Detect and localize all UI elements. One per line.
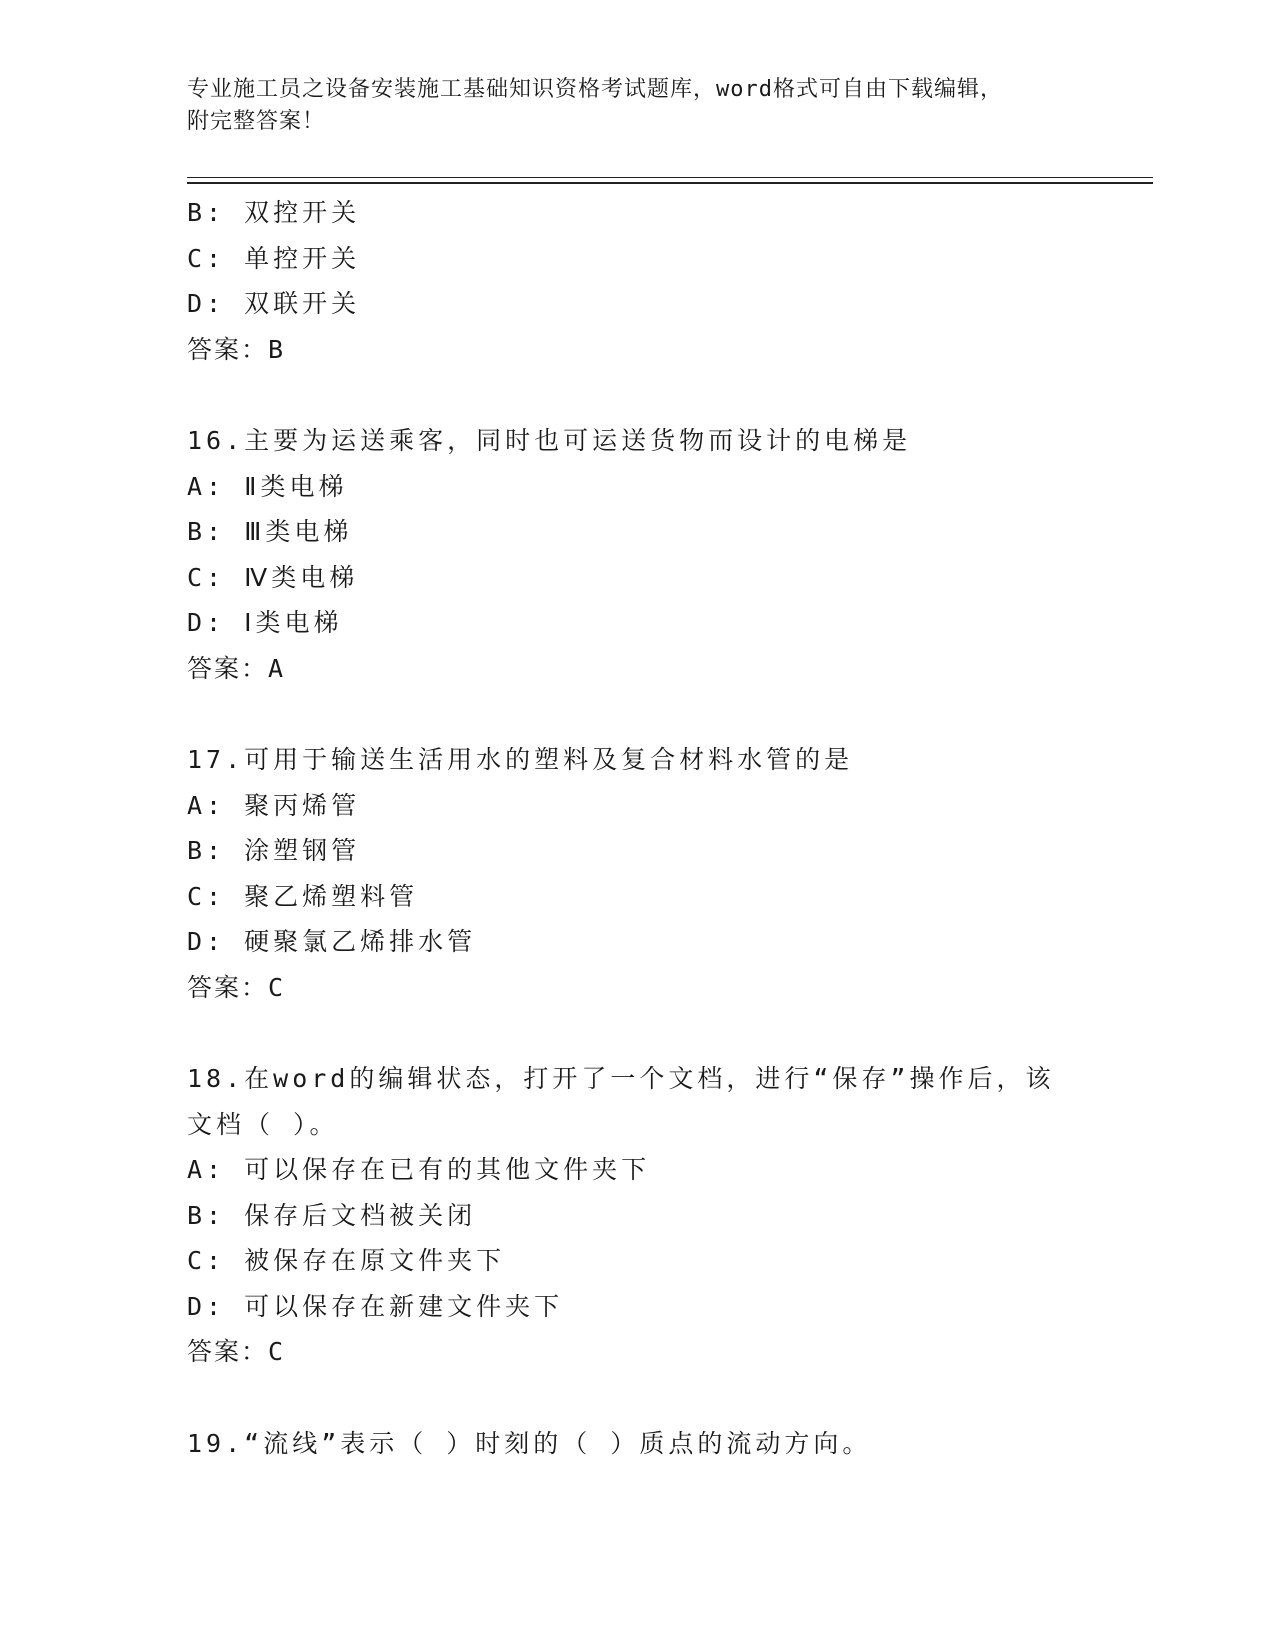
option-b: B: 保存后文档被关闭 bbox=[187, 1200, 477, 1230]
answer-label: 答案： bbox=[187, 653, 269, 683]
option-c: C: 聚乙烯塑料管 bbox=[187, 881, 419, 911]
answer-label: 答案： bbox=[187, 334, 269, 364]
question-17 bbox=[187, 737, 1153, 1010]
option-b: B: 双控开关 bbox=[187, 198, 361, 227]
document-header bbox=[187, 74, 1087, 138]
header-divider-thick bbox=[187, 182, 1153, 184]
header-title-line-2: 附完整答案！ bbox=[187, 109, 326, 134]
question-18 bbox=[187, 1056, 1153, 1375]
header-divider-thin bbox=[187, 177, 1153, 178]
question-16 bbox=[187, 418, 1153, 691]
header-title-line-1: 专业施工员之设备安装施工基础知识资格考试题库，word格式可自由下载编辑， bbox=[187, 77, 1003, 102]
option-c: C: 被保存在原文件夹下 bbox=[187, 1246, 506, 1275]
answer-line bbox=[187, 327, 1153, 373]
answer-value: C bbox=[268, 1337, 286, 1366]
option-a: A: 聚丙烯管 bbox=[187, 790, 361, 820]
answer-value: B bbox=[268, 334, 286, 364]
spacer bbox=[187, 372, 1153, 418]
option-a: A: Ⅱ类电梯 bbox=[187, 471, 348, 501]
document-body bbox=[187, 190, 1153, 1466]
option-a: A: 可以保存在已有的其他文件夹下 bbox=[187, 1155, 651, 1184]
question-stem: 17.可用于输送生活用水的塑料及复合材料水管的是 bbox=[187, 745, 854, 774]
question-stem-line-2: 文档（ ）。 bbox=[187, 1109, 339, 1139]
answer-label: 答案： bbox=[187, 972, 269, 1002]
option-b: B: 涂塑钢管 bbox=[187, 836, 361, 865]
option-c: C: Ⅳ类电梯 bbox=[187, 562, 359, 592]
option-d: D: Ⅰ类电梯 bbox=[187, 608, 343, 637]
question-19 bbox=[187, 1421, 1153, 1467]
question-15-tail bbox=[187, 190, 1153, 372]
option-d: D: 双联开关 bbox=[187, 289, 361, 318]
spacer bbox=[187, 1375, 1153, 1421]
answer-line bbox=[187, 965, 1153, 1011]
answer-label: 答案： bbox=[187, 1337, 269, 1366]
spacer bbox=[187, 691, 1153, 737]
option-b: B: Ⅲ类电梯 bbox=[187, 517, 353, 546]
question-stem: 16.主要为运送乘客，同时也可运送货物而设计的电梯是 bbox=[187, 426, 912, 455]
answer-line bbox=[187, 646, 1153, 692]
spacer bbox=[187, 1010, 1153, 1056]
question-stem-line-1: 18.在word的编辑状态，打开了一个文档，进行“保存”操作后，该 bbox=[187, 1064, 1055, 1093]
answer-value: A bbox=[268, 653, 286, 683]
option-c: C: 单控开关 bbox=[187, 243, 361, 273]
option-d: D: 可以保存在新建文件夹下 bbox=[187, 1291, 564, 1321]
answer-value: C bbox=[268, 972, 286, 1002]
question-stem: 19.“流线”表示（ ）时刻的（ ）质点的流动方向。 bbox=[187, 1428, 872, 1458]
answer-line bbox=[187, 1329, 1153, 1375]
option-d: D: 硬聚氯乙烯排水管 bbox=[187, 927, 477, 956]
